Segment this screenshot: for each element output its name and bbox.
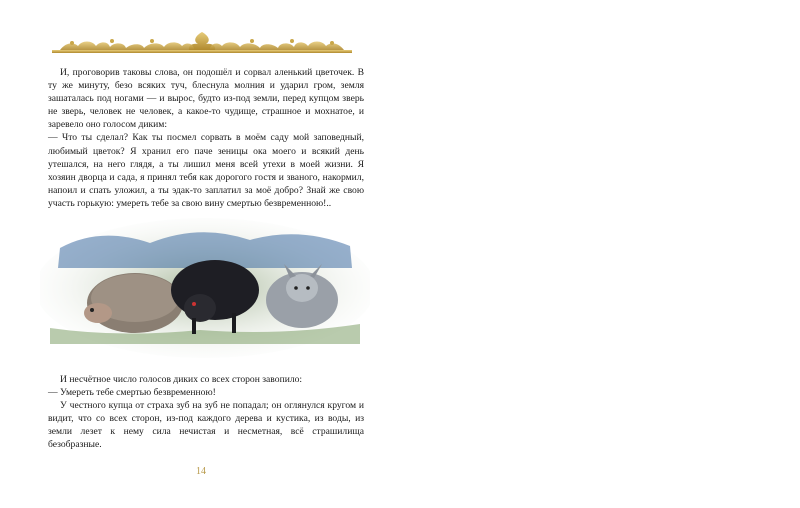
paragraph-3: И несчётное число голосов диких со всех сторон завопило: xyxy=(60,374,303,385)
beasts-vignette-illustration xyxy=(40,218,370,358)
paragraph-5: У честного купца от страха зуб на зуб не попадал; он оглянулся кругом и видит, что со всех сторон, из-под каждого дерева и кустика, из воды, из земли лезет к нему сила нечистая и несметная, всё страшилища безобразные. xyxy=(48,400,364,451)
story-text-bottom xyxy=(48,373,364,452)
paragraph-1: И, проговорив таковы слова, он подошёл и сорвал аленький цветочек. В ту же минуту, безо всяких туч, блеснула молния и ударил гром, земля зашаталась под ногами — и вырос, будто из-под земли, перед купцом зверь не зверь, человек не человек, а какое-то чудище, страшное и мохнатое, и заревело оно голосом диким: xyxy=(48,67,364,131)
page-number: 14 xyxy=(196,466,206,477)
paragraph-4: — Умереть тебе смертью безвременною! xyxy=(48,387,216,399)
right-page xyxy=(400,0,800,508)
story-text-top xyxy=(48,66,364,210)
gold-ornament-header xyxy=(52,30,352,56)
paragraph-2: — Что ты сделал? Как ты посмел сорвать в моём саду мой заповедный, любимый цветок? Я хранил его паче зеницы ока моего и всякий день утешался, на него глядя, а ты лишил меня всей утехи в моей жизни. Я хозяин дворца и сада, я принял тебя как дорогого гостя и званого, накормил, напоил и спать уложил, а ты эдак-то заплатил за моё добро? Знай же свою участь горькую: умереть тебе за свою вину смертью безвременною!.. xyxy=(48,132,364,209)
